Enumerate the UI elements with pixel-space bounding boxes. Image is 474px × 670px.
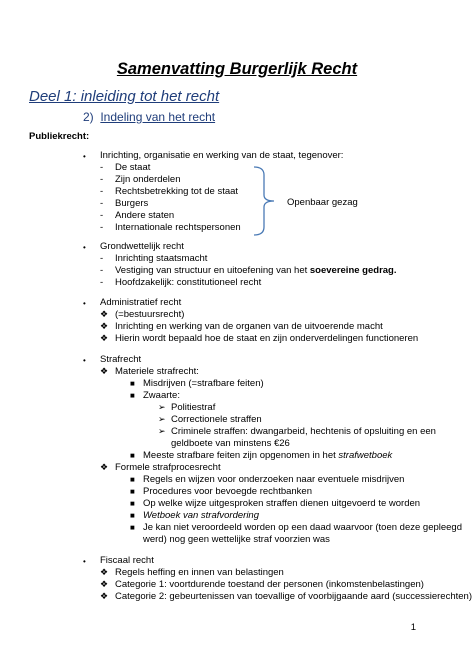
diamond-bullet-icon: ❖ xyxy=(100,333,109,343)
dash-icon: - xyxy=(100,222,104,233)
diamond-bullet-icon: ❖ xyxy=(100,579,109,589)
list-item: Inrichting staatsmacht xyxy=(115,253,208,264)
list-item: Administratief recht xyxy=(100,297,182,308)
diamond-bullet-icon: ❖ xyxy=(100,366,109,376)
square-bullet-icon: ■ xyxy=(130,379,135,388)
dash-icon: - xyxy=(100,265,104,276)
list-item: Regels heffing en innen van belastingen xyxy=(115,567,284,578)
page-number: 1 xyxy=(410,622,416,633)
arrow-bullet-icon: ➢ xyxy=(158,414,166,424)
list-item: Categorie 2: gebeurtenissen van toevallige of voorbijgaande aard (successierechten) xyxy=(115,591,472,602)
list-item xyxy=(115,265,397,276)
diamond-bullet-icon: ❖ xyxy=(100,309,109,319)
list-item: De staat xyxy=(115,162,151,173)
list-item: Correctionele straffen xyxy=(171,414,262,425)
publiekrecht-label: Publiekrecht: xyxy=(29,131,90,142)
dash-icon: - xyxy=(100,162,104,173)
section-heading xyxy=(83,110,215,124)
part-heading: Deel 1: inleiding tot het recht xyxy=(29,88,220,105)
list-item: Grondwettelijk recht xyxy=(100,241,184,252)
list-item: Politiestraf xyxy=(171,402,216,413)
list-item: Criminele straffen: dwangarbeid, hechtenis of opsluiting en een xyxy=(171,426,436,437)
list-item: (=bestuursrecht) xyxy=(115,309,185,320)
list-item: Andere staten xyxy=(115,210,175,221)
bullet-icon: • xyxy=(83,299,86,308)
dash-icon: - xyxy=(100,253,104,264)
list-item: Rechtsbetrekking tot de staat xyxy=(115,186,239,197)
dash-icon: - xyxy=(100,186,104,197)
list-item: Internationale rechtspersonen xyxy=(115,222,241,233)
dash-icon: - xyxy=(100,198,104,209)
list-item: Inrichting, organisatie en werking van de staat, tegenover: xyxy=(100,150,344,161)
square-bullet-icon: ■ xyxy=(130,499,135,508)
square-bullet-icon: ■ xyxy=(130,475,135,484)
section-title: Indeling van het recht xyxy=(100,110,216,124)
list-item: Misdrijven (=strafbare feiten) xyxy=(143,378,264,389)
diamond-bullet-icon: ❖ xyxy=(100,591,109,601)
square-bullet-icon: ■ xyxy=(130,451,135,460)
list-item: Je kan niet veroordeeld worden op een daad waarvoor (toen deze gepleegd xyxy=(143,522,463,533)
list-item: Materiele strafrecht: xyxy=(115,366,199,377)
list-item: Op welke wijze uitgesproken straffen dienen uitgevoerd te worden xyxy=(143,498,421,509)
list-item: Fiscaal recht xyxy=(100,555,154,566)
item-text: Meeste strafbare feiten zijn opgenomen in het xyxy=(143,450,339,461)
square-bullet-icon: ■ xyxy=(130,391,135,400)
list-item: Burgers xyxy=(115,198,149,209)
bullet-icon: • xyxy=(83,243,86,252)
list-item: Wetboek van strafvordering xyxy=(143,510,259,521)
bullet-icon: • xyxy=(83,356,86,365)
list-item: Regels en wijzen voor onderzoeken naar eventuele misdrijven xyxy=(143,474,405,485)
dash-icon: - xyxy=(100,210,104,221)
item-text: Vestiging van structuur en uitoefening van het xyxy=(115,265,310,276)
bold-text: soevereine gedrag. xyxy=(309,265,397,276)
dash-icon: - xyxy=(100,174,104,185)
arrow-bullet-icon: ➢ xyxy=(158,426,166,436)
list-item: Hierin wordt bepaald hoe de staat en zijn onderverdelingen functioneren xyxy=(115,333,419,344)
list-item: Hoofdzakelijk: constitutioneel recht xyxy=(115,277,262,288)
list-item-continued: werd) nog geen wettelijke straf voorzien was xyxy=(143,534,330,545)
list-item: Categorie 1: voortdurende toestand der personen (inkomstenbelastingen) xyxy=(115,579,424,590)
dash-icon: - xyxy=(100,277,104,288)
arrow-bullet-icon: ➢ xyxy=(158,402,166,412)
diamond-bullet-icon: ❖ xyxy=(100,567,109,577)
list-item: Inrichting en werking van de organen van de uitvoerende macht xyxy=(115,321,383,332)
list-item: Procedures voor bevoegde rechtbanken xyxy=(143,486,313,497)
list-item: Strafrecht xyxy=(100,354,142,365)
square-bullet-icon: ■ xyxy=(130,523,135,532)
italic-text: strafwetboek xyxy=(338,450,393,461)
diamond-bullet-icon: ❖ xyxy=(100,321,109,331)
list-item: Formele strafprocesrecht xyxy=(115,462,221,473)
openbaar-gezag-label: Openbaar gezag xyxy=(287,197,358,208)
bullet-icon: • xyxy=(83,557,86,566)
bullet-icon: • xyxy=(83,152,86,161)
diamond-bullet-icon: ❖ xyxy=(100,462,109,472)
square-bullet-icon: ■ xyxy=(130,487,135,496)
section-number: 2) xyxy=(83,110,94,124)
list-item: Zijn onderdelen xyxy=(115,174,181,185)
list-item: Zwaarte: xyxy=(143,390,180,401)
square-bullet-icon: ■ xyxy=(130,511,135,520)
document-title: Samenvatting Burgerlijk Recht xyxy=(116,60,358,78)
list-item-continued: geldboete van minstens €26 xyxy=(171,438,290,449)
list-item xyxy=(143,450,392,461)
brace-icon xyxy=(252,165,276,237)
